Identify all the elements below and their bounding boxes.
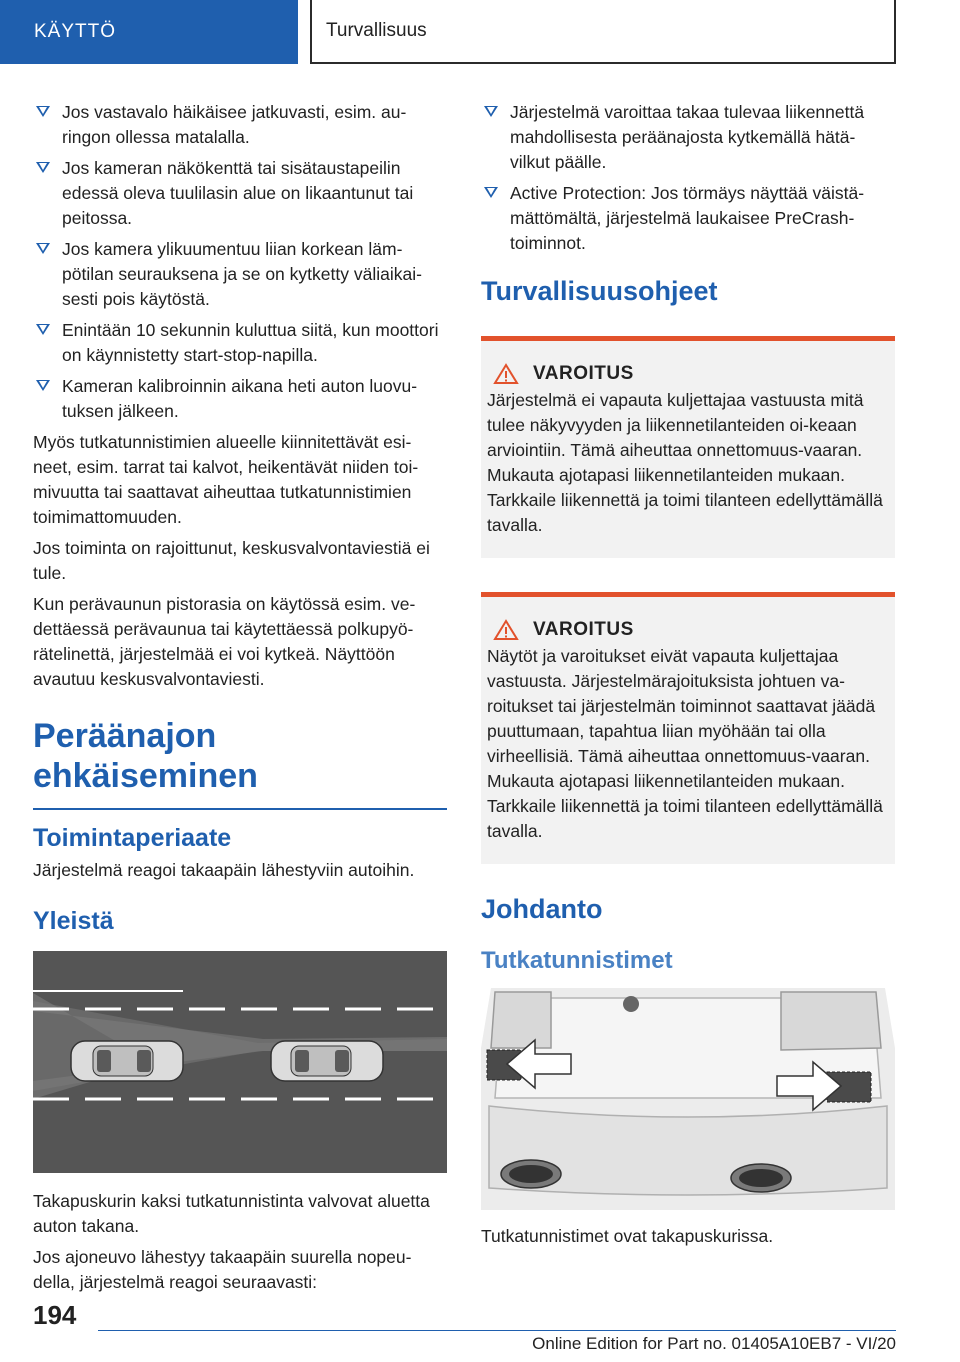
list-item: Kameran kalibroinnin aikana heti auton luovu-tuksen jälkeen. — [33, 374, 447, 424]
warning-triangle-icon — [493, 363, 519, 385]
paragraph-trailer: Kun perävaunun pistorasia on käytössä esim. ve-dettäessä perävaunua tai käytettäessä polkupyö-rätelinettä, järjestelmää ei voi kytkeä. Näyttöön avautuu keskusvalvontaviesti. — [33, 594, 416, 689]
road-illustration — [33, 951, 447, 1173]
header-section-label: KÄYTTÖ — [34, 21, 117, 42]
header-section — [0, 0, 298, 64]
page-number: 194 — [33, 1300, 77, 1330]
header-chapter-label: Turvallisuus — [326, 20, 427, 41]
section-divider — [33, 808, 447, 810]
paragraph-general-1: Takapuskurin kaksi tutkatunnistinta valvovat aluetta auton takana. — [33, 1191, 430, 1236]
warning-box — [481, 336, 895, 558]
front-car-icon — [271, 1041, 383, 1081]
rear-car-icon — [71, 1041, 183, 1081]
triangle-bullet-icon — [36, 380, 50, 391]
condition-list — [33, 100, 447, 424]
heading-intro: Johdanto — [481, 894, 603, 924]
list-item: Jos vastavalo häikäisee jatkuvasti, esim. au-ringon ollessa matalalla. — [33, 100, 447, 150]
car-rear-illustration — [481, 988, 895, 1210]
list-item: Active Protection: Jos törmäys näyttää väistä-mättömältä, järjestelmä laukaisee PreCrash-toiminnot. — [481, 181, 895, 256]
list-item: Enintään 10 sekunnin kuluttua siitä, kun moottori on käynnistetty start-stop-napilla. — [33, 318, 447, 368]
left-column — [33, 100, 447, 1301]
warning-triangle-icon — [493, 619, 519, 641]
triangle-bullet-icon — [484, 187, 498, 198]
section-title: Peräänajon ehkäiseminen — [33, 717, 258, 795]
footer-edition: Online Edition for Part no. 01405A10EB7 - VI/20 — [532, 1334, 896, 1353]
paragraph-limited-function: Jos toiminta on rajoittunut, keskusvalvontaviestiä ei tule. — [33, 538, 430, 583]
paragraph-principle: Järjestelmä reagoi takaapäin lähestyviin autoihin. — [33, 860, 415, 880]
warning-text: Näytöt ja varoitukset eivät vapauta kuljettajaa vastuusta. Järjestelmärajoituksista johtuen va-roitukset tai järjestelmän toiminnot saattavat jäädä puuttumaan, tapahtua liian myöhään tai olla virheellisiä. Tämä aiheuttaa onnettomuus-vaaran. Mukauta ajotapasi liikennetilanteiden mukaan. Tarkkaile liikennettä ja toimi tilanteen edellyttämällä tavalla. — [487, 646, 883, 841]
sensors-caption: Tutkatunnistimet ovat takapuskurissa. — [481, 1226, 774, 1246]
reaction-list — [481, 100, 895, 256]
footer-divider — [98, 1330, 896, 1331]
triangle-bullet-icon — [36, 162, 50, 173]
triangle-bullet-icon — [36, 106, 50, 117]
heading-principle: Toimintaperiaate — [33, 824, 232, 852]
triangle-bullet-icon — [36, 324, 50, 335]
heading-safety: Turvallisuusohjeet — [481, 276, 718, 306]
heading-general: Yleistä — [33, 907, 114, 935]
triangle-bullet-icon — [484, 106, 498, 117]
list-item: Jos kameran näkökenttä tai sisätaustapeilin edessä oleva tuulilasin alue on likaantunut tai peitossa. — [33, 156, 447, 231]
header-chapter — [310, 0, 896, 64]
triangle-bullet-icon — [36, 243, 50, 254]
list-item: Jos kamera ylikuumentuu liian korkean läm-pötilan seurauksena ja se on kytketty väliaikai-sesti pois käytöstä. — [33, 237, 447, 312]
list-item: Järjestelmä varoittaa takaa tulevaa liikennettä mahdollisesta peräänajosta kytkemällä hätä-vilkut päälle. — [481, 100, 895, 175]
warning-text: Järjestelmä ei vapauta kuljettajaa vastuusta mitä tulee näkyvyyden ja liikennetilanteiden oi-keaan arviointiin. Tämä aiheuttaa onnettomuus-vaaran. Mukauta ajotapasi liikennetilanteiden mukaan. Tarkkaile liikennettä ja toimi tilanteen edellyttämällä tavalla. — [487, 390, 883, 535]
right-column — [481, 100, 895, 1255]
paragraph-sensor-objects: Myös tutkatunnistimien alueelle kiinnitettävät esi-neet, esim. tarrat tai kalvot, heikentävät niiden toi-mivuutta tai saattavat aiheuttaa tutkatunnistimien toimimattomuuden. — [33, 432, 419, 527]
heading-sensors: Tutkatunnistimet — [481, 947, 673, 974]
paragraph-general-2: Jos ajoneuvo lähestyy takaapäin suurella nopeu-della, järjestelmä reagoi seuraavasti: — [33, 1247, 412, 1292]
warning-title: VAROITUS — [533, 363, 634, 384]
warning-box — [481, 592, 895, 864]
warning-title: VAROITUS — [533, 619, 634, 640]
